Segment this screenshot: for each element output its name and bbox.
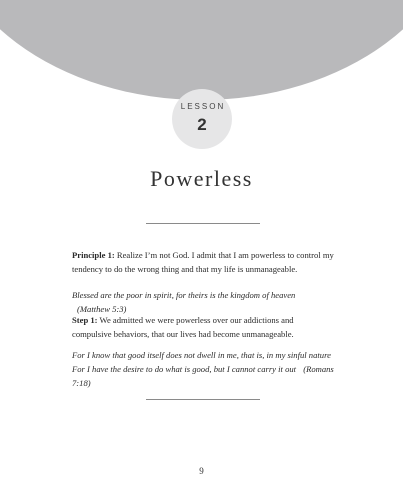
- principle-text: Realize I’m not God. I admit that I am powerless to control my tendency to do the wrong thing and that my life is unmanageable.: [72, 250, 334, 274]
- lesson-number: 2: [197, 115, 207, 134]
- divider-bottom: [146, 399, 260, 400]
- verse-1-paragraph: [72, 288, 334, 316]
- header-arc: [0, 0, 403, 100]
- principle-label: Principle 1:: [72, 250, 115, 260]
- page-number: 9: [199, 466, 204, 476]
- lesson-label: LESSON: [180, 102, 226, 111]
- step-paragraph: [72, 313, 334, 341]
- page-title: Powerless: [150, 166, 253, 191]
- principle-paragraph: [72, 248, 334, 276]
- divider-top: [146, 223, 260, 224]
- verse-1-reference: (Matthew 5:3): [77, 304, 127, 314]
- verse-2-reference: (Romans 7:18): [72, 364, 334, 388]
- verse-2-paragraph: [72, 348, 334, 390]
- verse-2-text: For I know that good itself does not dwell in me, that is, in my sinful nature For I have the desire to do what is good, but I cannot carry it out: [72, 350, 331, 374]
- verse-1-text: Blessed are the poor in spirit, for theirs is the kingdom of heaven: [72, 290, 296, 300]
- step-text: We admitted we were powerless over our addictions and compulsive behaviors, that our lives had become unmanageable.: [72, 315, 294, 339]
- lesson-badge: [172, 89, 232, 149]
- step-label: Step 1:: [72, 315, 98, 325]
